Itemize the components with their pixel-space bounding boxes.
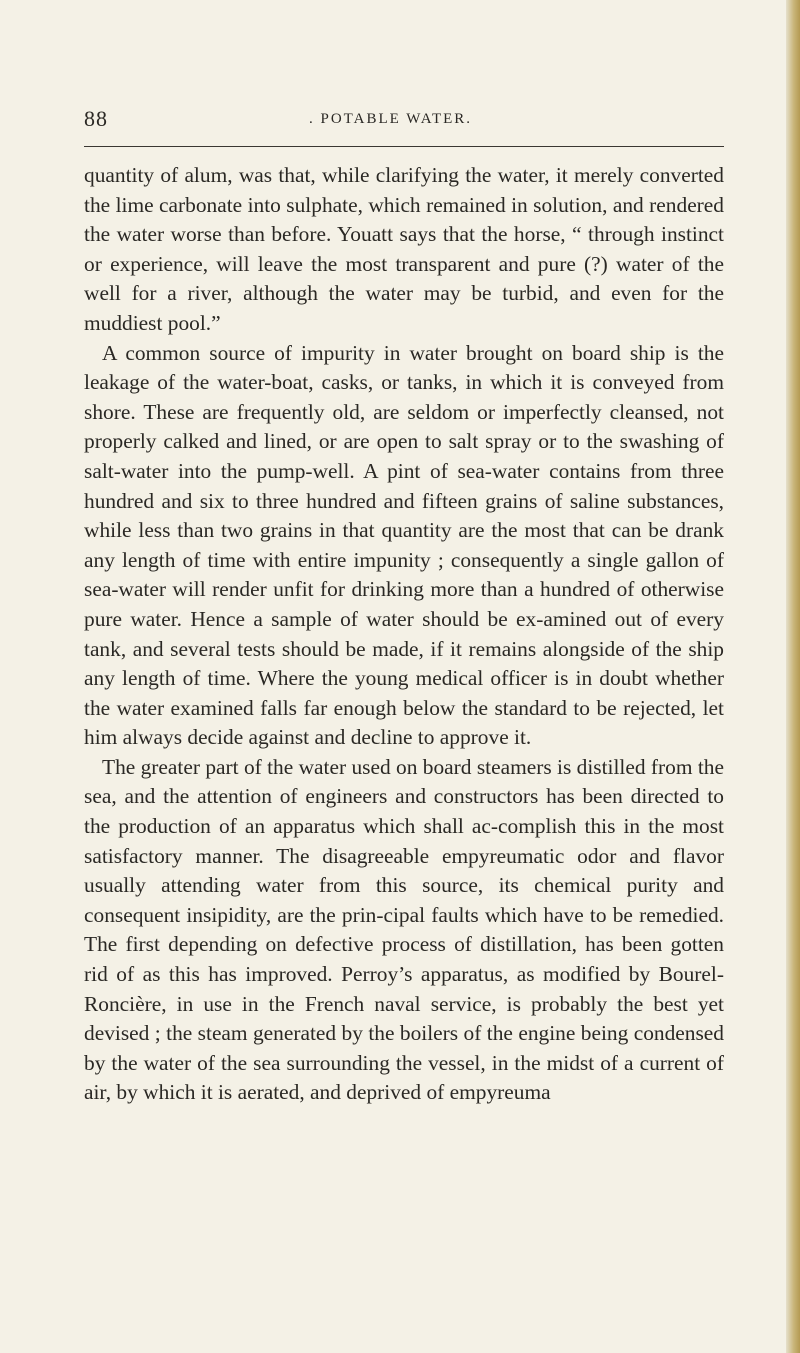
running-head: . POTABLE WATER. <box>309 111 473 127</box>
page-header <box>84 106 724 136</box>
paragraph-distillation: The greater part of the water used on board steamers is distilled from the sea, and the attention of engineers and constructors has been directed to the production of an apparatus which shall ac-complish this in the most satisfactory manner. The disagreeable empyreumatic odor and flavor usually attending water from this source, its chemical purity and consequent insipidity, are the prin-cipal faults which have to be remedied. The first depending on defective process of distillation, has been gotten rid of as this has improved. Perroy’s apparatus, as modified by Bourel-Roncière, in use in the French naval service, is probably the best yet devised ; the steam generated by the boilers of the engine being condensed by the water of the sea surrounding the vessel, in the midst of a current of air, by which it is aerated, and deprived of empyreuma <box>84 754 724 1105</box>
page-number: 88 <box>84 106 108 131</box>
paragraph-continued: quantity of alum, was that, while clarifying the water, it merely converted the lime carbonate into sulphate, which remained in solution, and rendered the water worse than before. Youatt says that the horse, “ through instinct or experience, will leave the most transparent and pure (?) water of the well for a river, although the water may be turbid, and even for the muddiest pool.” <box>84 163 724 335</box>
paragraph-impurity-sources: A common source of impurity in water brought on board ship is the leakage of the water-boat, casks, or tanks, in which it is conveyed from shore. These are frequently old, are seldom or imperfectly cleansed, not properly calked and lined, or are open to salt spray or to the swashing of salt-water into the pump-well. A pint of sea-water contains from three hundred and six to three hundred and fifteen grains of saline substances, while less than two grains in that quantity are the most that can be drank any length of time with entire impunity ; consequently a single gallon of sea-water will render unfit for drinking more than a hundred of otherwise pure water. Hence a sample of water should be ex-amined out of every tank, and several tests should be made, if it remains alongside of the ship any length of time. Where the young medical officer is in doubt whether the water examined falls far enough below the standard to be rejected, let him always decide against and decline to approve it. <box>84 340 724 750</box>
page-edge <box>786 0 800 1353</box>
header-rule <box>84 146 724 147</box>
body-text <box>84 161 724 1108</box>
